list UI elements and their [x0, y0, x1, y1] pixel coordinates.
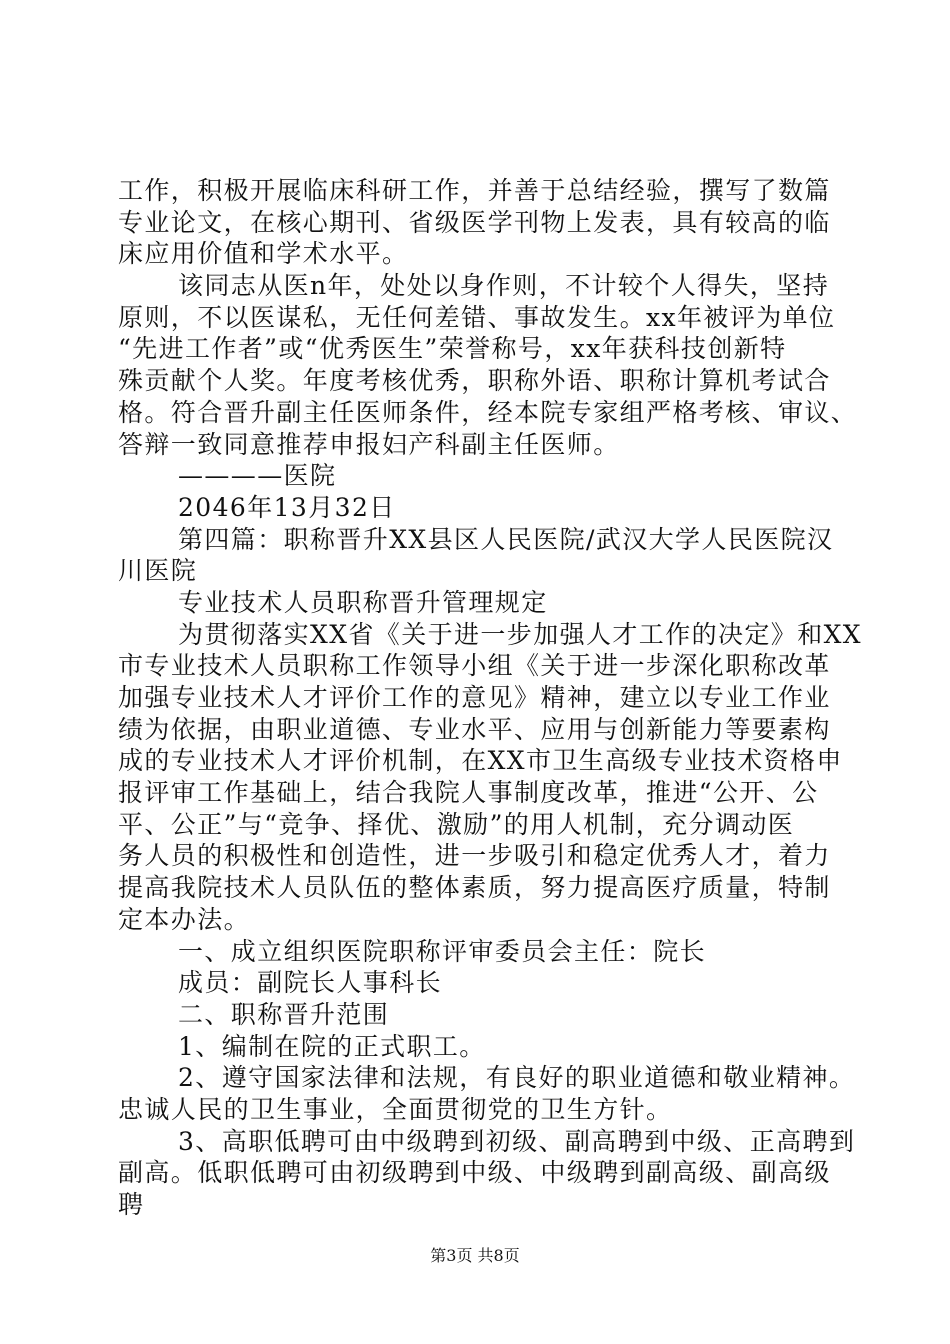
text-line: 专业论文，在核心期刊、省级医学刊物上发表，具有较高的临	[118, 208, 831, 237]
text-line: 成的专业技术人才评价机制，在XX市卫生高级专业技术资格申	[118, 746, 843, 775]
document-title: 专业技术人员职称晋升管理规定	[178, 588, 548, 617]
text-line: 成员：副院长人事科长	[178, 968, 443, 997]
text-line: 副高。低职低聘可由初级聘到中级、中级聘到副高级、副高级	[118, 1158, 831, 1187]
text-line: 聘	[118, 1190, 145, 1219]
text-line: 原则，不以医谋私，无任何差错、事故发生。xx年被评为单位	[118, 303, 836, 332]
text-line: 格。符合晋升副主任医师条件，经本院专家组严格考核、审议、	[118, 398, 858, 427]
text-line: 绩为依据，由职业道德、专业水平、应用与创新能力等要素构	[118, 715, 831, 744]
text-line: 3、高职低聘可由中级聘到初级、副高聘到中级、正高聘到	[178, 1127, 856, 1156]
text-line: 报评审工作基础上，结合我院人事制度改革，推进“公开、公	[118, 778, 819, 807]
text-line: 市专业技术人员职称工作领导小组《关于进一步深化职称改革	[118, 651, 831, 680]
page-footer: 第3页 共8页	[430, 1246, 520, 1265]
signature-date: 2046年13月32日	[178, 493, 396, 522]
text-line: 床应用价值和学术水平。	[118, 239, 409, 268]
text-line: 务人员的积极性和创造性，进一步吸引和稳定优秀人才，着力	[118, 841, 831, 870]
text-line: 二、职称晋升范围	[178, 1000, 390, 1029]
text-line: 为贯彻落实XX省《关于进一步加强人才工作的决定》和XX	[178, 620, 862, 649]
text-line: “先进工作者”或“优秀医生”荣誉称号，xx年获科技创新特	[118, 334, 787, 363]
text-line: 该同志从医n年，处处以身作则，不计较个人得失，坚持	[178, 271, 830, 300]
signature-hospital: ————医院	[178, 461, 337, 490]
text-line: 答辩一致同意推荐申报妇产科副主任医师。	[118, 430, 620, 459]
section-heading-cont: 川医院	[118, 556, 198, 585]
text-line: 殊贡献个人奖。年度考核优秀，职称外语、职称计算机考试合	[118, 366, 831, 395]
text-line: 1、编制在院的正式职工。	[178, 1032, 486, 1061]
text-line: 一、成立组织医院职称评审委员会主任：院长	[178, 937, 707, 966]
text-line: 工作，积极开展临床科研工作，并善于总结经验，撰写了数篇	[118, 176, 831, 205]
section-heading: 第四篇：职称晋升XX县区人民医院/武汉大学人民医院汉	[178, 525, 834, 554]
text-line: 提高我院技术人员队伍的整体素质，努力提高医疗质量，特制	[118, 873, 831, 902]
text-line: 加强专业技术人才评价工作的意见》精神，建立以专业工作业	[118, 683, 831, 712]
text-line: 忠诚人民的卫生事业，全面贯彻党的卫生方针。	[118, 1095, 673, 1124]
text-line: 平、公正”与“竞争、择优、激励”的用人机制，充分调动医	[118, 810, 795, 839]
text-line: 定本办法。	[118, 905, 251, 934]
text-line: 2、遵守国家法律和法规，有良好的职业道德和敬业精神。	[178, 1063, 856, 1092]
